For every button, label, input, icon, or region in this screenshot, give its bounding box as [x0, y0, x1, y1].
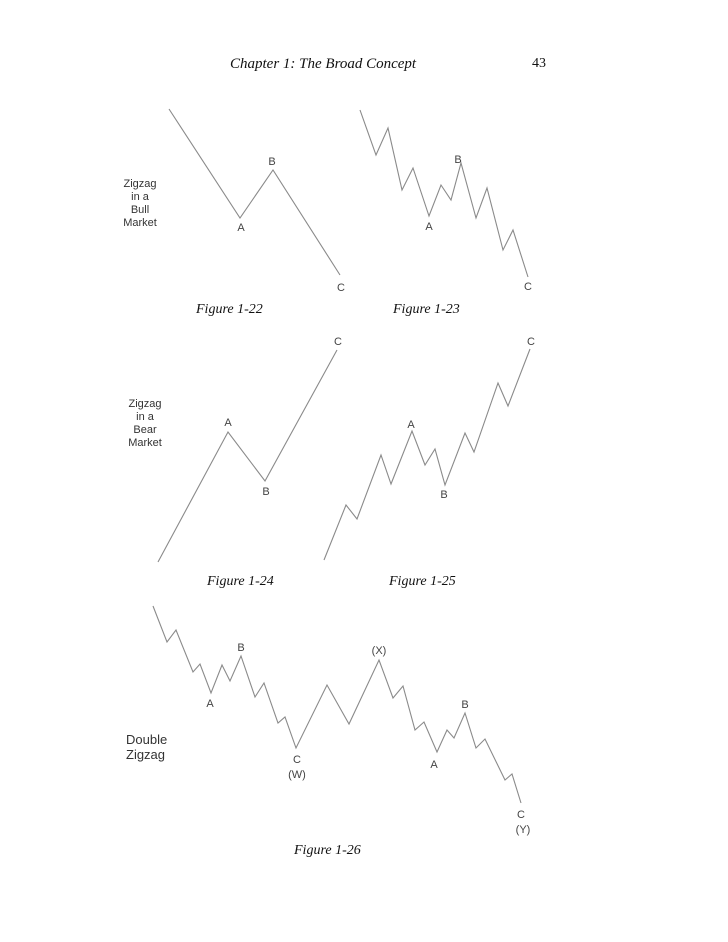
fig-1-22-label-b: B	[268, 156, 276, 168]
running-header-title: Chapter 1: The Broad Concept	[230, 56, 417, 72]
fig-1-26-label-a1: A	[206, 698, 214, 710]
fig-1-22-label-c: C	[337, 282, 345, 294]
fig-1-26-label-b2: B	[461, 699, 469, 711]
fig-1-26-label-b1: B	[237, 642, 245, 654]
fig-1-24-wave-line	[158, 350, 337, 562]
bull-label-line-3: Bull	[130, 204, 150, 216]
caption-figure-1-23: Figure 1-23	[393, 302, 460, 317]
fig-1-26-label-c2: C	[517, 809, 525, 821]
fig-1-26-label-w: (W)	[288, 769, 306, 781]
caption-figure-1-22: Figure 1-22	[196, 302, 263, 317]
fig-1-24-label-a: A	[224, 417, 232, 429]
bear-label-line-1: Zigzag	[128, 398, 162, 410]
fig-1-23-label-b: B	[454, 154, 462, 166]
bull-label-line-1: Zigzag	[123, 178, 157, 190]
fig-1-25-label-c: C	[527, 336, 535, 348]
fig-1-22-wave-line	[169, 109, 340, 275]
fig-1-25-wave-line	[324, 349, 530, 560]
double-label-line-2: Zigzag	[126, 747, 166, 762]
fig-1-25-label-b: B	[440, 489, 448, 501]
fig-1-25-label-a: A	[407, 419, 415, 431]
fig-1-26-label-c1: C	[293, 754, 301, 766]
fig-1-22-label-a: A	[237, 222, 245, 234]
bull-label-line-4: Market	[123, 217, 157, 229]
fig-1-23-label-c: C	[524, 281, 532, 293]
bear-label-line-3: Bear	[133, 424, 157, 436]
bear-label-line-4: Market	[128, 437, 162, 449]
fig-1-24-label-b: B	[262, 486, 270, 498]
fig-1-26-label-a2: A	[430, 759, 438, 771]
fig-1-23-label-a: A	[425, 221, 433, 233]
bull-label-line-2: in a	[131, 191, 149, 203]
page-number: 43	[532, 56, 546, 71]
caption-figure-1-25: Figure 1-25	[389, 574, 456, 589]
caption-figure-1-24: Figure 1-24	[207, 574, 274, 589]
caption-figure-1-26: Figure 1-26	[294, 843, 361, 858]
fig-1-26-label-y: (Y)	[515, 824, 531, 836]
double-label-line-1: Double	[126, 732, 168, 747]
fig-1-24-label-c: C	[334, 336, 342, 348]
fig-1-23-wave-line	[360, 110, 528, 277]
bear-label-line-2: in a	[136, 411, 154, 423]
fig-1-26-label-x: (X)	[371, 645, 387, 657]
